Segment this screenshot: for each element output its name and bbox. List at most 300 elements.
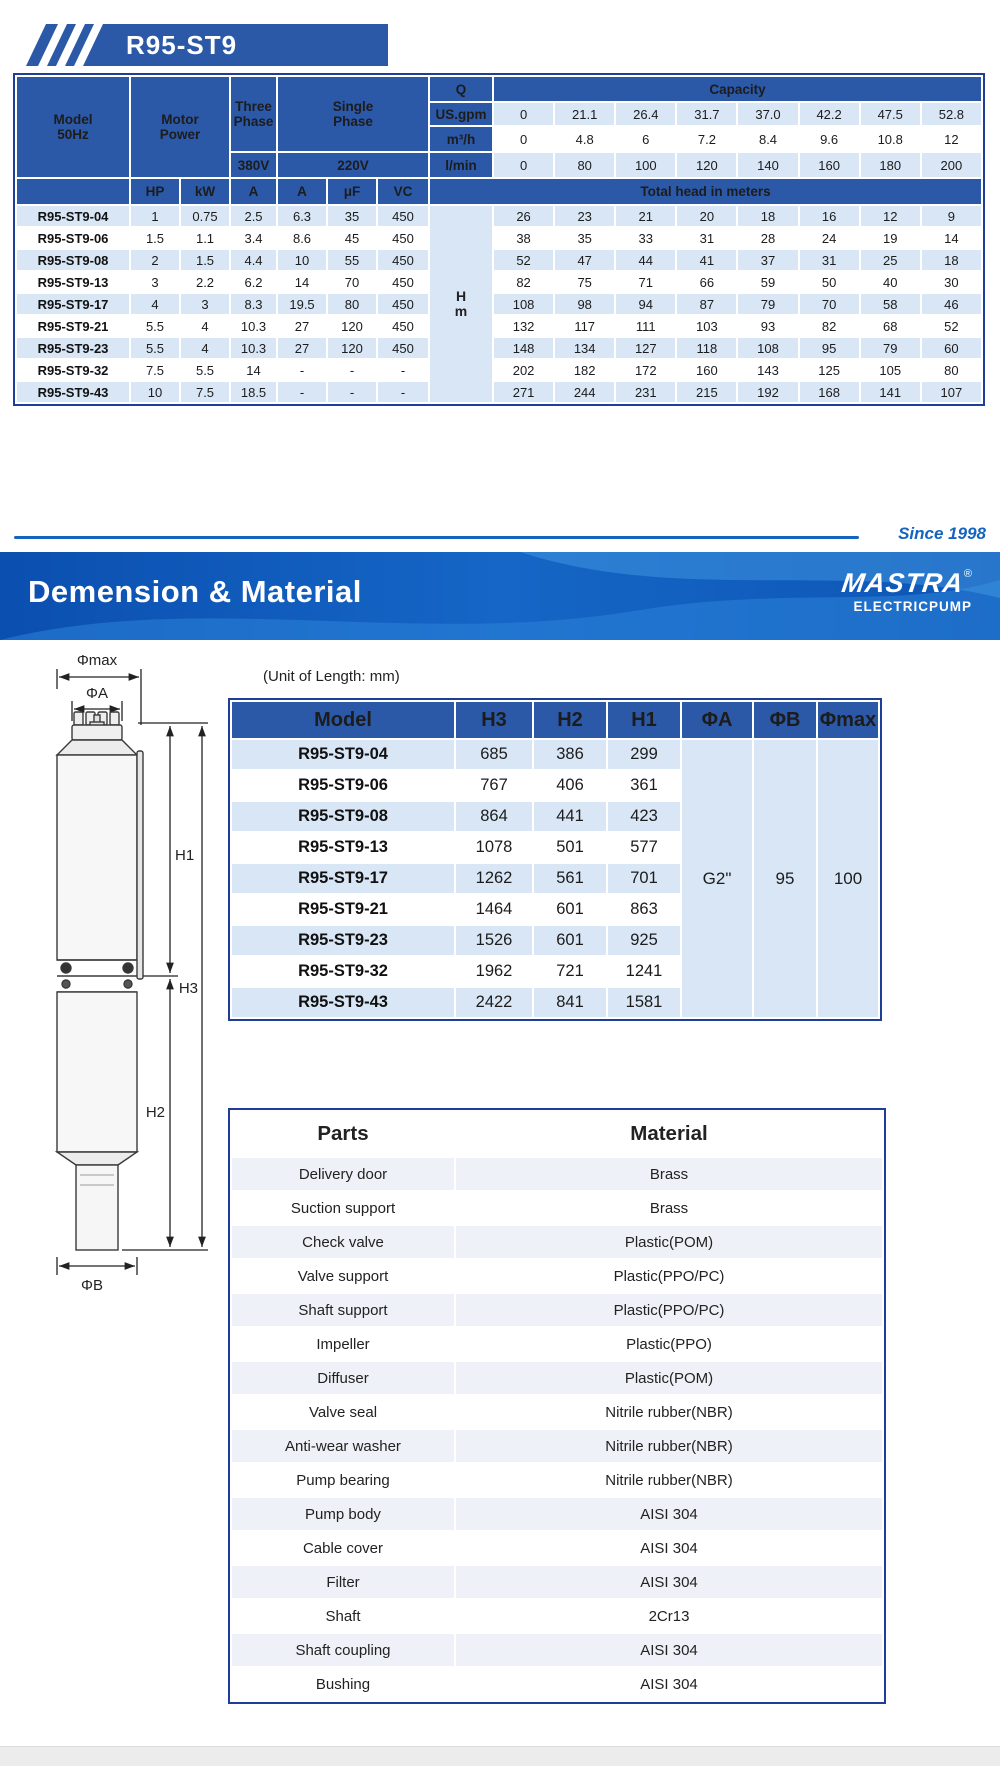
value-cell: 450 [378, 272, 428, 292]
head-cell: 23 [555, 206, 614, 226]
model-cell: R95-ST9-17 [232, 864, 454, 893]
head-cell: 117 [555, 316, 614, 336]
material-header: Material [456, 1112, 882, 1156]
h1-cell: 423 [608, 802, 680, 831]
head-cell: 134 [555, 338, 614, 358]
value-cell: 14 [231, 360, 276, 380]
capacity-value-cell: 0 [494, 127, 553, 151]
m3h-header: m³/h [430, 127, 492, 151]
value-cell: 10 [131, 382, 179, 402]
vc-header: VC [378, 179, 428, 204]
model-cell: R95-ST9-17 [17, 294, 129, 314]
material-cell: AISI 304 [456, 1668, 882, 1700]
head-cell: 103 [677, 316, 736, 336]
head-cell: 16 [800, 206, 859, 226]
h3-label: H3 [178, 980, 198, 997]
capacity-value-cell: 4.8 [555, 127, 614, 151]
head-cell: 79 [861, 338, 920, 358]
h1-cell: 925 [608, 926, 680, 955]
h3-cell: 1526 [456, 926, 532, 955]
value-cell: - [378, 382, 428, 402]
head-cell: 111 [616, 316, 675, 336]
part-name-cell: Valve support [232, 1260, 454, 1292]
dim-row [232, 740, 878, 769]
head-cell: 94 [616, 294, 675, 314]
v220-header: 220V [278, 153, 428, 177]
dim-phia-header: ΦA [682, 702, 752, 738]
value-cell: 14 [278, 272, 326, 292]
value-cell: 5.5 [181, 360, 229, 380]
capacity-value-cell: 31.7 [677, 103, 736, 125]
parts-row [232, 1668, 882, 1700]
head-cell: 160 [677, 360, 736, 380]
value-cell: 10.3 [231, 316, 276, 336]
footer-band [0, 1746, 1000, 1766]
capacity-value-cell: 21.1 [555, 103, 614, 125]
value-cell: 450 [378, 316, 428, 336]
h3-cell: 1262 [456, 864, 532, 893]
model-cell: R95-ST9-21 [232, 895, 454, 924]
head-cell: 66 [677, 272, 736, 292]
h3-cell: 2422 [456, 988, 532, 1017]
model-cell: R95-ST9-23 [17, 338, 129, 358]
model-cell: R95-ST9-08 [232, 802, 454, 831]
value-cell: 6.2 [231, 272, 276, 292]
head-cell: 118 [677, 338, 736, 358]
h2-cell: 721 [534, 957, 606, 986]
value-cell: 19.5 [278, 294, 326, 314]
material-cell: Plastic(PPO/PC) [456, 1294, 882, 1326]
value-cell: 7.5 [181, 382, 229, 402]
value-cell: 3.4 [231, 228, 276, 248]
phimax-label: Φmax [76, 652, 118, 669]
dim-header-row [232, 702, 878, 738]
parts-row [232, 1634, 882, 1666]
head-cell: 141 [861, 382, 920, 402]
head-cell: 25 [861, 250, 920, 270]
h3-cell: 1962 [456, 957, 532, 986]
h2-cell: 501 [534, 833, 606, 862]
total-head-header: Total head in meters [430, 179, 981, 204]
head-cell: 80 [922, 360, 981, 380]
brand-subtitle: ELECTRICPUMP [853, 599, 972, 614]
value-cell: 3 [131, 272, 179, 292]
model-cell: R95-ST9-23 [232, 926, 454, 955]
material-cell: Plastic(PPO/PC) [456, 1260, 882, 1292]
head-cell: 107 [922, 382, 981, 402]
capacity-value-cell: 120 [677, 153, 736, 177]
parts-row [232, 1600, 882, 1632]
value-cell: 18.5 [231, 382, 276, 402]
material-cell: Plastic(POM) [456, 1226, 882, 1258]
value-cell: 1 [131, 206, 179, 226]
head-cell: 70 [800, 294, 859, 314]
capacity-value-cell: 7.2 [677, 127, 736, 151]
head-cell: 71 [616, 272, 675, 292]
capacity-value-cell: 10.8 [861, 127, 920, 151]
head-cell: 20 [677, 206, 736, 226]
registered-mark: ® [963, 568, 972, 580]
parts-row [232, 1532, 882, 1564]
phia-value-cell: G2" [682, 740, 752, 1017]
hp-header: HP [131, 179, 179, 204]
h1-cell: 1241 [608, 957, 680, 986]
value-cell: - [328, 360, 376, 380]
value-cell: 1.5 [131, 228, 179, 248]
material-cell: Plastic(PPO) [456, 1328, 882, 1360]
head-cell: 35 [555, 228, 614, 248]
part-name-cell: Pump bearing [232, 1464, 454, 1496]
v380-header: 380V [231, 153, 276, 177]
value-cell: 2.2 [181, 272, 229, 292]
three-phase-header: Three Phase [231, 77, 276, 151]
head-cell: 271 [494, 382, 553, 402]
head-cell: 33 [616, 228, 675, 248]
capacity-value-cell: 42.2 [800, 103, 859, 125]
parts-row [232, 1328, 882, 1360]
model-cell: R95-ST9-06 [17, 228, 129, 248]
head-cell: 192 [738, 382, 797, 402]
head-cell: 68 [861, 316, 920, 336]
dim-phimax-header: Φmax [818, 702, 878, 738]
value-cell: 450 [378, 294, 428, 314]
value-cell: - [278, 382, 326, 402]
dim-h1-header: H1 [608, 702, 680, 738]
parts-header-row [232, 1112, 882, 1156]
head-cell: 46 [922, 294, 981, 314]
head-cell: 12 [861, 206, 920, 226]
part-name-cell: Filter [232, 1566, 454, 1598]
phib-value-cell: 95 [754, 740, 816, 1017]
model-ribbon [18, 24, 388, 68]
part-name-cell: Valve seal [232, 1396, 454, 1428]
phia-label: ΦA [86, 685, 108, 702]
head-cell: 143 [738, 360, 797, 380]
head-cell: 172 [616, 360, 675, 380]
h2-cell: 601 [534, 926, 606, 955]
dim-h3-header: H3 [456, 702, 532, 738]
model-cell: R95-ST9-13 [17, 272, 129, 292]
a380-header: A [231, 179, 276, 204]
value-cell: 450 [378, 206, 428, 226]
value-cell: 70 [328, 272, 376, 292]
spec-row [17, 316, 981, 336]
h1-cell: 701 [608, 864, 680, 893]
section-title: Demension & Material [28, 574, 362, 609]
kw-header: kW [181, 179, 229, 204]
material-cell: Brass [456, 1158, 882, 1190]
h1-cell: 1581 [608, 988, 680, 1017]
head-cell: 231 [616, 382, 675, 402]
part-name-cell: Shaft support [232, 1294, 454, 1326]
head-cell: 9 [922, 206, 981, 226]
capacity-value-cell: 0 [494, 103, 553, 125]
value-cell: 5.5 [131, 338, 179, 358]
head-unit-cell: H m [430, 206, 492, 402]
value-cell: - [328, 382, 376, 402]
parts-row [232, 1464, 882, 1496]
spec-header-row5 [17, 179, 981, 204]
head-cell: 59 [738, 272, 797, 292]
model-cell: R95-ST9-06 [232, 771, 454, 800]
value-cell: 450 [378, 338, 428, 358]
dim-h2-header: H2 [534, 702, 606, 738]
head-cell: 31 [800, 250, 859, 270]
parts-row [232, 1226, 882, 1258]
h1-cell: 863 [608, 895, 680, 924]
section-banner [0, 552, 1000, 640]
spec-header-spacer [17, 179, 129, 204]
phimax-value-cell: 100 [818, 740, 878, 1017]
material-cell: AISI 304 [456, 1498, 882, 1530]
head-cell: 18 [922, 250, 981, 270]
value-cell: 4.4 [231, 250, 276, 270]
spec-row [17, 250, 981, 270]
part-name-cell: Cable cover [232, 1532, 454, 1564]
head-cell: 24 [800, 228, 859, 248]
part-name-cell: Shaft [232, 1600, 454, 1632]
material-cell: Brass [456, 1192, 882, 1224]
parts-row [232, 1294, 882, 1326]
model-cell: R95-ST9-13 [232, 833, 454, 862]
head-cell: 31 [677, 228, 736, 248]
value-cell: 55 [328, 250, 376, 270]
motor-power-header: Motor Power [131, 77, 229, 177]
material-cell: Nitrile rubber(NBR) [456, 1396, 882, 1428]
parts-row [232, 1566, 882, 1598]
capacity-value-cell: 180 [861, 153, 920, 177]
head-cell: 82 [800, 316, 859, 336]
parts-row [232, 1260, 882, 1292]
part-name-cell: Diffuser [232, 1362, 454, 1394]
head-cell: 26 [494, 206, 553, 226]
head-cell: 60 [922, 338, 981, 358]
value-cell: 7.5 [131, 360, 179, 380]
part-name-cell: Check valve [232, 1226, 454, 1258]
head-cell: 108 [738, 338, 797, 358]
value-cell: - [378, 360, 428, 380]
head-cell: 41 [677, 250, 736, 270]
parts-row [232, 1396, 882, 1428]
capacity-value-cell: 140 [738, 153, 797, 177]
spec-header-row1 [17, 77, 981, 101]
capacity-value-cell: 200 [922, 153, 981, 177]
q-header: Q [430, 77, 492, 101]
spec-row [17, 228, 981, 248]
parts-table [228, 1108, 886, 1704]
value-cell: 450 [378, 250, 428, 270]
unit-note: (Unit of Length: mm) [263, 668, 400, 685]
head-cell: 47 [555, 250, 614, 270]
head-cell: 21 [616, 206, 675, 226]
value-cell: 2.5 [231, 206, 276, 226]
h3-cell: 767 [456, 771, 532, 800]
dim-phib-header: ΦB [754, 702, 816, 738]
material-cell: AISI 304 [456, 1532, 882, 1564]
model-cell: R95-ST9-08 [17, 250, 129, 270]
lmin-header: l/min [430, 153, 492, 177]
capacity-value-cell: 26.4 [616, 103, 675, 125]
phib-label: ΦB [81, 1277, 103, 1294]
value-cell: 2 [131, 250, 179, 270]
parts-header: Parts [232, 1112, 454, 1156]
material-cell: Nitrile rubber(NBR) [456, 1430, 882, 1462]
parts-row [232, 1362, 882, 1394]
value-cell: 120 [328, 338, 376, 358]
head-cell: 52 [922, 316, 981, 336]
head-cell: 105 [861, 360, 920, 380]
head-cell: 148 [494, 338, 553, 358]
spec-row [17, 382, 981, 402]
material-cell: AISI 304 [456, 1634, 882, 1666]
capacity-value-cell: 100 [616, 153, 675, 177]
part-name-cell: Delivery door [232, 1158, 454, 1190]
value-cell: 8.3 [231, 294, 276, 314]
value-cell: 6.3 [278, 206, 326, 226]
value-cell: 3 [181, 294, 229, 314]
value-cell: 35 [328, 206, 376, 226]
head-cell: 95 [800, 338, 859, 358]
h2-cell: 441 [534, 802, 606, 831]
a220-header: A [278, 179, 326, 204]
head-cell: 40 [861, 272, 920, 292]
material-cell: Plastic(POM) [456, 1362, 882, 1394]
dimension-table [228, 698, 882, 1021]
capacity-value-cell: 160 [800, 153, 859, 177]
capacity-value-cell: 80 [555, 153, 614, 177]
head-cell: 37 [738, 250, 797, 270]
head-cell: 28 [738, 228, 797, 248]
value-cell: 120 [328, 316, 376, 336]
parts-table-body [232, 1158, 882, 1700]
value-cell: - [278, 360, 326, 380]
capacity-value-cell: 9.6 [800, 127, 859, 151]
head-cell: 98 [555, 294, 614, 314]
head-cell: 79 [738, 294, 797, 314]
capacity-value-cell: 8.4 [738, 127, 797, 151]
material-cell: Nitrile rubber(NBR) [456, 1464, 882, 1496]
h3-cell: 1464 [456, 895, 532, 924]
head-cell: 168 [800, 382, 859, 402]
value-cell: 450 [378, 228, 428, 248]
since-label: Since 1998 [898, 524, 986, 543]
brand-logo [842, 568, 972, 614]
head-cell: 132 [494, 316, 553, 336]
spec-row [17, 294, 981, 314]
head-cell: 93 [738, 316, 797, 336]
value-cell: 0.75 [181, 206, 229, 226]
head-cell: 18 [738, 206, 797, 226]
model-cell: R95-ST9-04 [232, 740, 454, 769]
model-50hz-header: Model 50Hz [17, 77, 129, 177]
head-cell: 14 [922, 228, 981, 248]
value-cell: 45 [328, 228, 376, 248]
value-cell: 4 [131, 294, 179, 314]
value-cell: 4 [181, 316, 229, 336]
dim-model-header: Model [232, 702, 454, 738]
model-cell: R95-ST9-32 [232, 957, 454, 986]
spec-table [13, 73, 985, 406]
head-cell: 125 [800, 360, 859, 380]
model-cell: R95-ST9-32 [17, 360, 129, 380]
head-cell: 87 [677, 294, 736, 314]
value-cell: 1.5 [181, 250, 229, 270]
h1-cell: 577 [608, 833, 680, 862]
part-name-cell: Suction support [232, 1192, 454, 1224]
h2-cell: 841 [534, 988, 606, 1017]
value-cell: 4 [181, 338, 229, 358]
head-cell: 58 [861, 294, 920, 314]
material-cell: 2Cr13 [456, 1600, 882, 1632]
brand-name: MASTRA [840, 568, 967, 598]
part-name-cell: Shaft coupling [232, 1634, 454, 1666]
h3-cell: 685 [456, 740, 532, 769]
value-cell: 10 [278, 250, 326, 270]
value-cell: 27 [278, 338, 326, 358]
model-cell: R95-ST9-43 [17, 382, 129, 402]
head-cell: 215 [677, 382, 736, 402]
capacity-value-cell: 47.5 [861, 103, 920, 125]
head-cell: 127 [616, 338, 675, 358]
head-cell: 38 [494, 228, 553, 248]
capacity-value-cell: 52.8 [922, 103, 981, 125]
uf-header: μF [328, 179, 376, 204]
h2-cell: 386 [534, 740, 606, 769]
pump-diagram [30, 645, 235, 1345]
h3-cell: 1078 [456, 833, 532, 862]
head-cell: 44 [616, 250, 675, 270]
head-cell: 182 [555, 360, 614, 380]
spec-row [17, 272, 981, 292]
head-cell: 202 [494, 360, 553, 380]
spec-row [17, 338, 981, 358]
head-cell: 244 [555, 382, 614, 402]
h2-label: H2 [145, 1104, 165, 1121]
part-name-cell: Impeller [232, 1328, 454, 1360]
parts-row [232, 1158, 882, 1190]
single-phase-header: Single Phase [278, 77, 428, 151]
h2-cell: 406 [534, 771, 606, 800]
capacity-value-cell: 6 [616, 127, 675, 151]
capacity-header: Capacity [494, 77, 981, 101]
value-cell: 10.3 [231, 338, 276, 358]
spec-row [17, 360, 981, 380]
capacity-value-cell: 37.0 [738, 103, 797, 125]
head-cell: 50 [800, 272, 859, 292]
capacity-value-cell: 12 [922, 127, 981, 151]
head-cell: 52 [494, 250, 553, 270]
head-cell: 30 [922, 272, 981, 292]
h1-label: H1 [175, 847, 195, 864]
h2-cell: 561 [534, 864, 606, 893]
parts-row [232, 1192, 882, 1224]
model-cell: R95-ST9-04 [17, 206, 129, 226]
spec-row [17, 206, 981, 226]
part-name-cell: Pump body [232, 1498, 454, 1530]
value-cell: 1.1 [181, 228, 229, 248]
part-name-cell: Bushing [232, 1668, 454, 1700]
h2-cell: 601 [534, 895, 606, 924]
capacity-value-cell: 0 [494, 153, 553, 177]
head-cell: 75 [555, 272, 614, 292]
model-cell: R95-ST9-43 [232, 988, 454, 1017]
part-name-cell: Anti-wear washer [232, 1430, 454, 1462]
head-cell: 19 [861, 228, 920, 248]
parts-row [232, 1498, 882, 1530]
head-cell: 82 [494, 272, 553, 292]
h1-cell: 361 [608, 771, 680, 800]
page-title: R95-ST9 [126, 30, 238, 60]
